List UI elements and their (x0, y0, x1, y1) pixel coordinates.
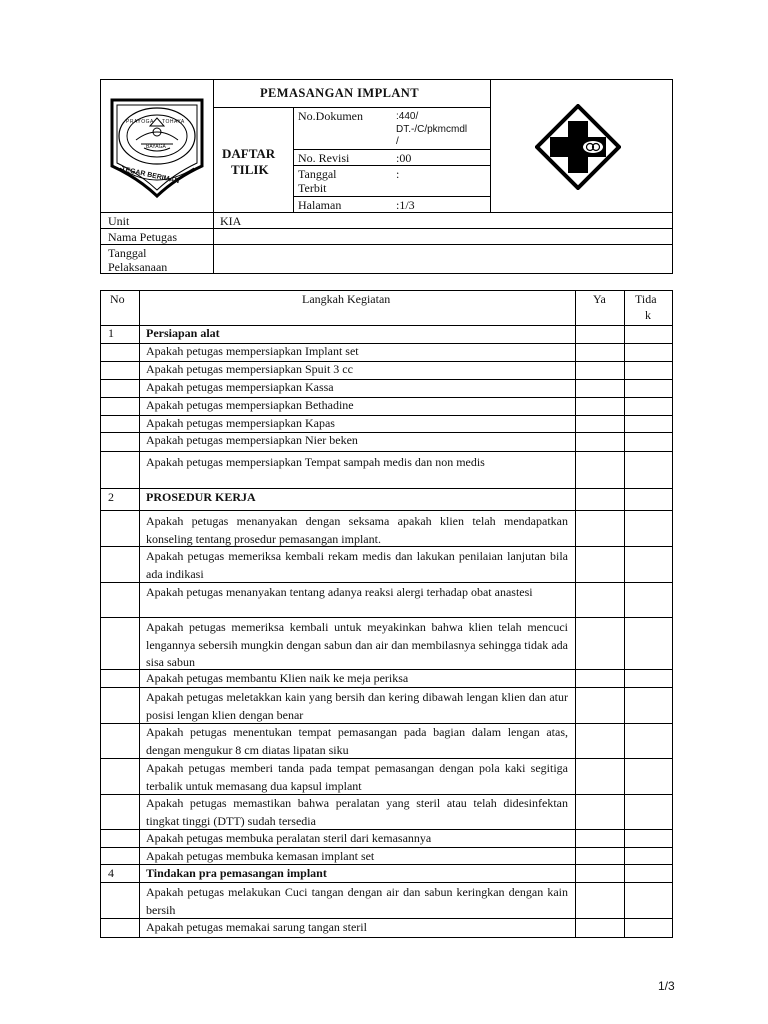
table-row: Apakah petugas memakai sarung tangan steril (146, 920, 367, 934)
table-row: Apakah petugas menanyakan tentang adanya reaksi alergi terhadap obat anastesi (146, 585, 533, 599)
table-row: Apakah petugas memberi tanda pada tempat pemasangan dengan pola kaki segitiga terbalik untuk memasang dua kapsul implant (146, 761, 568, 793)
meta-label-halaman: Halaman (298, 198, 342, 212)
logo-text-right: TOHAYA (162, 119, 185, 125)
table-row: Apakah petugas mempersiapkan Spuit 3 cc (146, 362, 353, 376)
row-number: 1 (108, 326, 114, 340)
table-row: Apakah petugas melakukan Cuci tangan dengan air dan sabun keringkan dengan kain bersih (146, 885, 568, 917)
table-row: Apakah petugas mempersiapkan Implant set (146, 344, 359, 358)
column-header-tidak-1: Tida (635, 292, 657, 306)
row-number: 4 (108, 866, 114, 880)
regency-emblem-logo (106, 96, 208, 200)
table-row: Apakah petugas mempersiapkan Bethadine (146, 398, 354, 412)
nama-petugas-label: Nama Petugas (108, 230, 177, 244)
meta-value-tanggal: : (396, 167, 400, 181)
table-row: Apakah petugas menentukan tempat pemasangan pada bagian dalam lengan atas, dengan mengukur 8 cm diatas lipatan siku (146, 725, 568, 757)
logo-text-top: PRAYOGA (126, 119, 154, 125)
table-row: Apakah petugas membuka kemasan implant set (146, 849, 375, 863)
section-heading-tindakan: Tindakan pra pemasangan implant (146, 866, 327, 880)
ya-checkbox-cell[interactable] (576, 344, 624, 361)
tanggal-pelaksanaan-label-1: Tanggal (108, 246, 147, 260)
meta-label-no-revisi: No. Revisi (298, 151, 350, 165)
table-row: Apakah petugas menanyakan dengan seksama apakah klien telah mendapatkan konseling tentang prosedur pemasangan implant. (146, 514, 568, 546)
doc-type-line-1: DAFTAR (222, 146, 276, 161)
table-row: Apakah petugas mempersiapkan Tempat sampah medis dan non medis (146, 455, 485, 469)
column-header-langkah: Langkah Kegiatan (302, 292, 391, 306)
table-row: Apakah petugas memeriksa kembali rekam medis dan lakukan penilaian lanjutan bila ada indikasi (146, 549, 568, 581)
table-row: Apakah petugas mempersiapkan Kapas (146, 416, 335, 430)
unit-value: KIA (220, 214, 242, 228)
column-header-tidak-2: k (645, 308, 651, 322)
tanggal-pelaksanaan-label-2: Pelaksanaan (108, 260, 168, 274)
document-title: PEMASANGAN IMPLANT (260, 86, 419, 100)
table-row: Apakah petugas membantu Klien naik ke meja periksa (146, 671, 409, 685)
table-row: Apakah petugas membuka peralatan steril dari kemasannya (146, 831, 432, 845)
table-row: Apakah petugas mempersiapkan Nier beken (146, 433, 358, 447)
table-row: Apakah petugas memeriksa kembali untuk meyakinkan bahwa klien telah mencuci lengannya sebersih mungkin dengan sabun dan air dan membilasnya sehingga tidak ada sisa sabun (146, 620, 568, 669)
meta-label-no-dokumen: No.Dokumen (298, 109, 363, 123)
meta-label-tanggal-2: Terbit (298, 181, 327, 195)
section-heading-prosedur: PROSEDUR KERJA (146, 490, 256, 504)
meta-value-halaman: :1/3 (396, 198, 415, 212)
logo-text-bottom: TEGAR BERIMAN (120, 166, 180, 186)
doc-type-line-2: TILIK (231, 162, 269, 177)
column-header-ya: Ya (593, 292, 606, 306)
puskesmas-cross-logo (535, 104, 621, 190)
meta-value-no-dokumen-3: / (396, 136, 399, 147)
table-row: Apakah petugas meletakkan kain yang bersih dan kering dibawah lengan klien dan atur posisi lengan klien dengan benar (146, 690, 568, 722)
tidak-checkbox-cell[interactable] (625, 344, 672, 361)
row-number: 2 (108, 490, 114, 504)
logo-text-center: BAYAGA (146, 144, 166, 150)
table-row: Apakah petugas memastikan bahwa peralatan yang steril atau telah didesinfektan tingkat tinggi (DTT) sudah tersedia (146, 796, 568, 828)
column-header-no: No (110, 292, 125, 306)
section-heading-persiapan: Persiapan alat (146, 326, 220, 340)
meta-value-no-dokumen-1: :440/ (396, 111, 419, 122)
meta-value-no-revisi: :00 (396, 151, 412, 165)
meta-label-tanggal-1: Tanggal (298, 167, 337, 181)
meta-value-no-dokumen-2: DT.-/C/pkmcmdl (396, 124, 468, 135)
table-row: Apakah petugas mempersiapkan Kassa (146, 380, 334, 394)
page-number: 1/3 (658, 979, 675, 993)
unit-label: Unit (108, 214, 130, 228)
